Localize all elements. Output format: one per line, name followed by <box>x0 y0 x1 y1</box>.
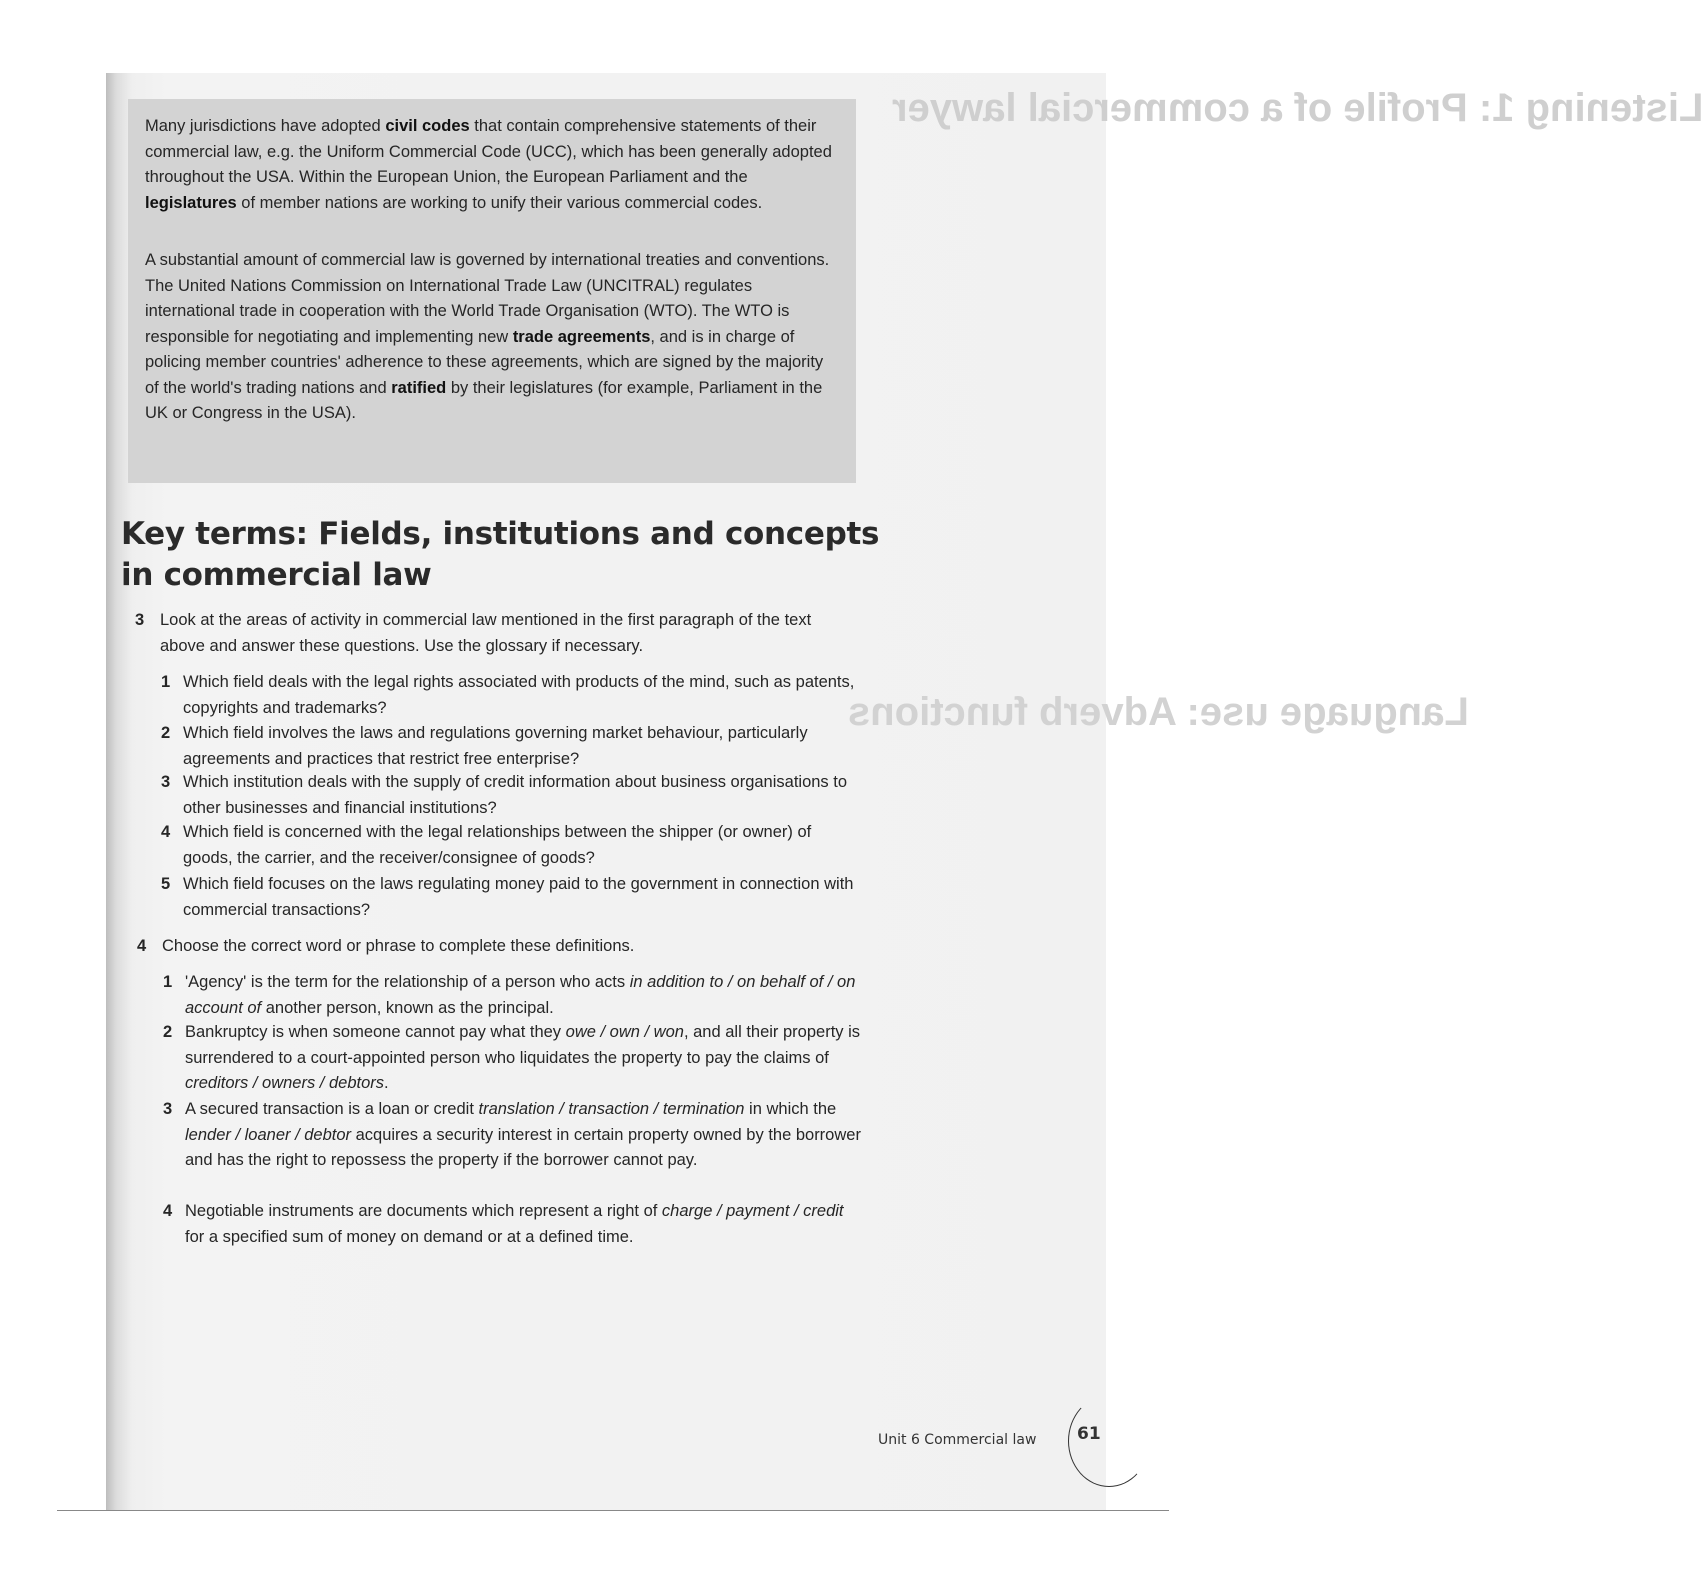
key-term-civil-codes: civil codes <box>385 117 470 135</box>
exercise-3-question: 2 Which field involves the laws and regulations governing market behaviour, particularly agreements and practices that restrict free enterprise? <box>161 724 808 768</box>
key-term-ratified: ratified <box>391 378 447 397</box>
exercise-3-number: 3 <box>135 611 145 629</box>
exercise-3-intro: Look at the areas of activity in commercial law mentioned in the first paragraph of the text above and answer these questions. Use the glossary if necessary. <box>160 611 812 655</box>
page-number: 61 <box>1077 1424 1101 1444</box>
exercise-4-number: 4 <box>137 937 147 955</box>
exercise-4-item: 2 Bankruptcy is when someone cannot pay what they owe / own / won, and all their property is surrendered to a court-appointed person who liquidates the property to pay the claims of creditors / owners / debtors. <box>163 1023 861 1092</box>
exercise-4-item: 3 A secured transaction is a loan or credit translation / transaction / termination in which the lender / loaner / debtor acquires a security interest in certain property owned by the borrower and has the right to repossess the property if the borrower cannot pay. <box>163 1100 861 1169</box>
bleed-through-heading-middle: Language use: Adverb functions <box>848 690 1469 734</box>
bleed-through-heading-top: Listening 1: Profile of a commercial lawyer <box>892 86 1703 130</box>
key-term-legislatures: legislatures <box>145 193 237 212</box>
exercise-3-question: 1 Which field deals with the legal rights associated with products of the mind, such as patents, copyrights and trademarks? <box>161 673 855 717</box>
exercise-4-item: 4 Negotiable instruments are documents which represent a right of charge / payment / credit for a specified sum of money on demand or at a defined time. <box>163 1202 844 1246</box>
exercise-4-item: 1 'Agency' is the term for the relationship of a person who acts in addition to / on behalf of / on account of another person, known as the principal. <box>163 973 856 1017</box>
exercise-3-question: 4 Which field is concerned with the legal relationships between the shipper (or owner) of goods, the carrier, and the receiver/consignee of goods? <box>161 823 812 867</box>
section-heading: Key terms: Fields, institutions and concepts in commercial law <box>121 516 880 593</box>
scan-bottom-rule <box>57 1510 1169 1511</box>
exercise-3-question: 3 Which institution deals with the supply of credit information about business organisations to other businesses and financial institutions? <box>161 773 848 817</box>
reading-paragraph-2: A substantial amount of commercial law is governed by international treaties and conventions. The United Nations Commission on International Trade Law (UNCITRAL) regulates international trade in cooperation with the World Trade Organisation (WTO). The WTO is responsible for negotiating and implementing new trade agreements, and is in charge of policing member countries' adherence to these agreements, which are signed by the majority of the world's trading nations and ratified by their legislatures (for example, Parliament in the UK or Congress in the USA). <box>145 251 830 422</box>
reading-paragraph-1: Many jurisdictions have adopted civil codes that contain comprehensive statements of their commercial law, e.g. the Uniform Commercial Code (UCC), which has been generally adopted throughout the USA. Within the European Union, the European Parliament and the legislatures of member nations are working to unify their various commercial codes. <box>145 117 832 212</box>
exercise-4-intro: Choose the correct word or phrase to complete these definitions. <box>162 937 635 955</box>
exercise-3-question: 5 Which field focuses on the laws regulating money paid to the government in connection with commercial transactions? <box>161 875 854 919</box>
running-footer: Unit 6 Commercial law <box>878 1432 1037 1448</box>
key-term-trade-agreements: trade agreements <box>512 327 651 346</box>
